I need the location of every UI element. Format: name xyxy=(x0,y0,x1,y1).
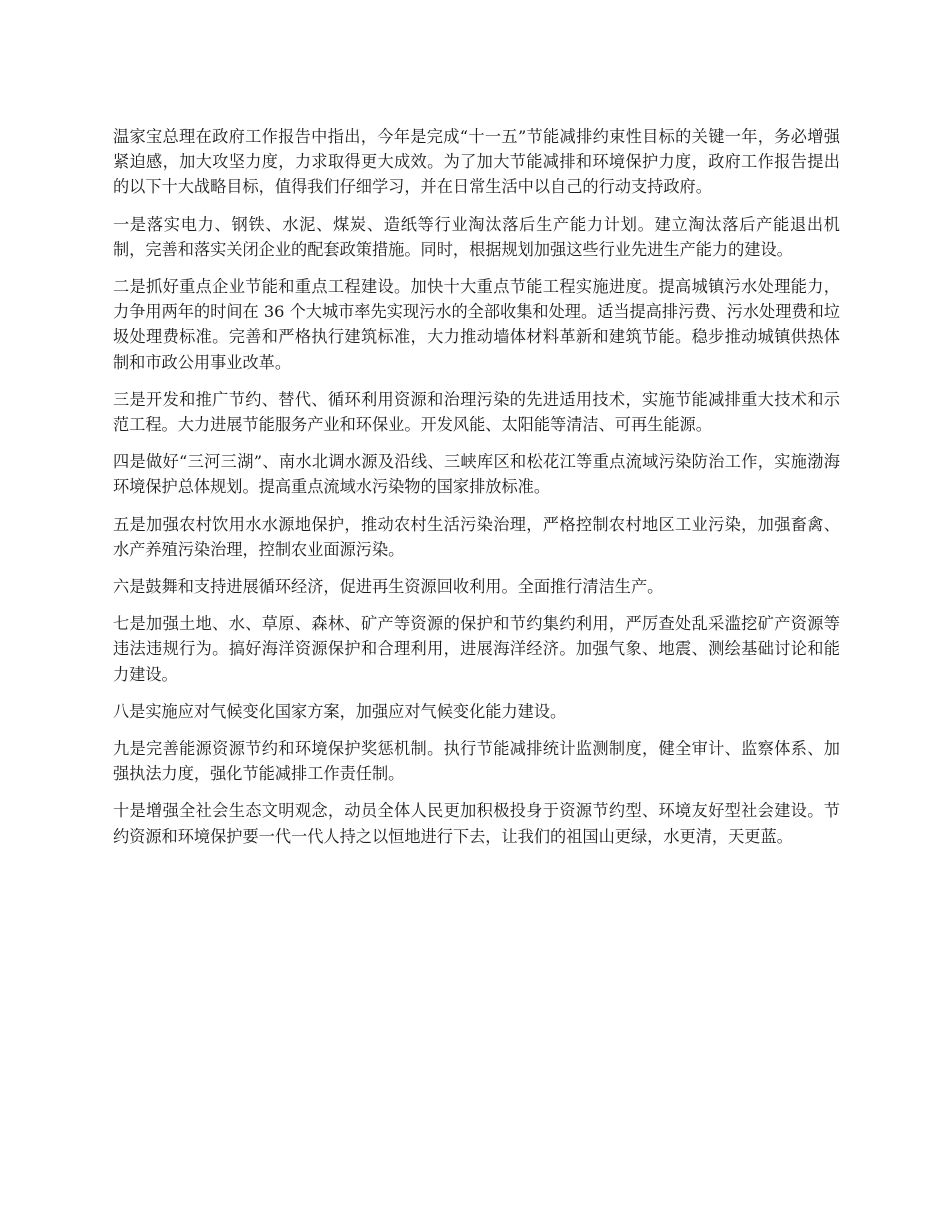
paragraph-intro: 温家宝总理在政府工作报告中指出，今年是完成“十一五”节能减排约束性目标的关键一年，务必增强紧迫感，加大攻坚力度，力求取得更大成效。为了加大节能减排和环境保护力度，政府工作报告提出的以下十大战略目标，值得我们仔细学习，并在日常生活中以自己的行动支持政府。 xyxy=(113,127,840,197)
paragraph-item-10: 十是增强全社会生态文明观念，动员全体人民更加积极投身于资源节约型、环境友好型社会建设。节约资源和环境保护要一代一代人持之以恒地进行下去，让我们的祖国山更绿，水更清，天更蓝。 xyxy=(113,801,840,846)
paragraph-item-7: 七是加强土地、水、草原、森林、矿产等资源的保护和节约集约利用，严厉查处乱采滥挖矿产资源等违法违规行为。搞好海洋资源保护和合理利用，进展海洋经济。加强气象、地震、测绘基础讨论和能力建设。 xyxy=(113,614,840,684)
paragraph-item-4: 四是做好“三河三湖”、南水北调水源及沿线、三峡库区和松花江等重点流域污染防治工作，实施渤海环境保护总体规划。提高重点流域水污染物的国家排放标准。 xyxy=(113,452,840,497)
document-body xyxy=(113,124,840,861)
paragraph-item-6: 六是鼓舞和支持进展循环经济，促进再生资源回收利用。全面推行清洁生产。 xyxy=(113,577,664,597)
paragraph-item-5: 五是加强农村饮用水水源地保护，推动农村生活污染治理，严格控制农村地区工业污染，加强畜禽、水产养殖污染治理，控制农业面源污染。 xyxy=(113,514,840,559)
paragraph-item-3: 三是开发和推广节约、替代、循环利用资源和治理污染的先进适用技术，实施节能减排重大技术和示范工程。大力进展节能服务产业和环保业。开发风能、太阳能等清洁、可再生能源。 xyxy=(113,389,840,435)
paragraph-item-2: 二是抓好重点企业节能和重点工程建设。加快十大重点节能工程实施进度。提高城镇污水处理能力，力争用两年的时间在 36 个大城市率先实现污水的全部收集和处理。适当提高排污费、污水处理费和垃圾处理费标准。完善和严格执行建筑标准，大力推动墙体材料革新和建筑节能。稳步推动城镇供热体制和市政公用事业改革。 xyxy=(113,277,840,372)
paragraph-item-1: 一是落实电力、钢铁、水泥、煤炭、造纸等行业淘汰落后生产能力计划。建立淘汰落后产能退出机制，完善和落实关闭企业的配套政策措施。同时，根据规划加强这些行业先进生产能力的建设。 xyxy=(113,214,840,259)
paragraph-item-8: 八是实施应对气候变化国家方案，加强应对气候变化能力建设。 xyxy=(113,701,567,721)
paragraph-item-9: 九是完善能源资源节约和环境保护奖惩机制。执行节能减排统计监测制度，健全审计、监察体系、加强执法力度，强化节能减排工作责任制。 xyxy=(113,739,840,784)
